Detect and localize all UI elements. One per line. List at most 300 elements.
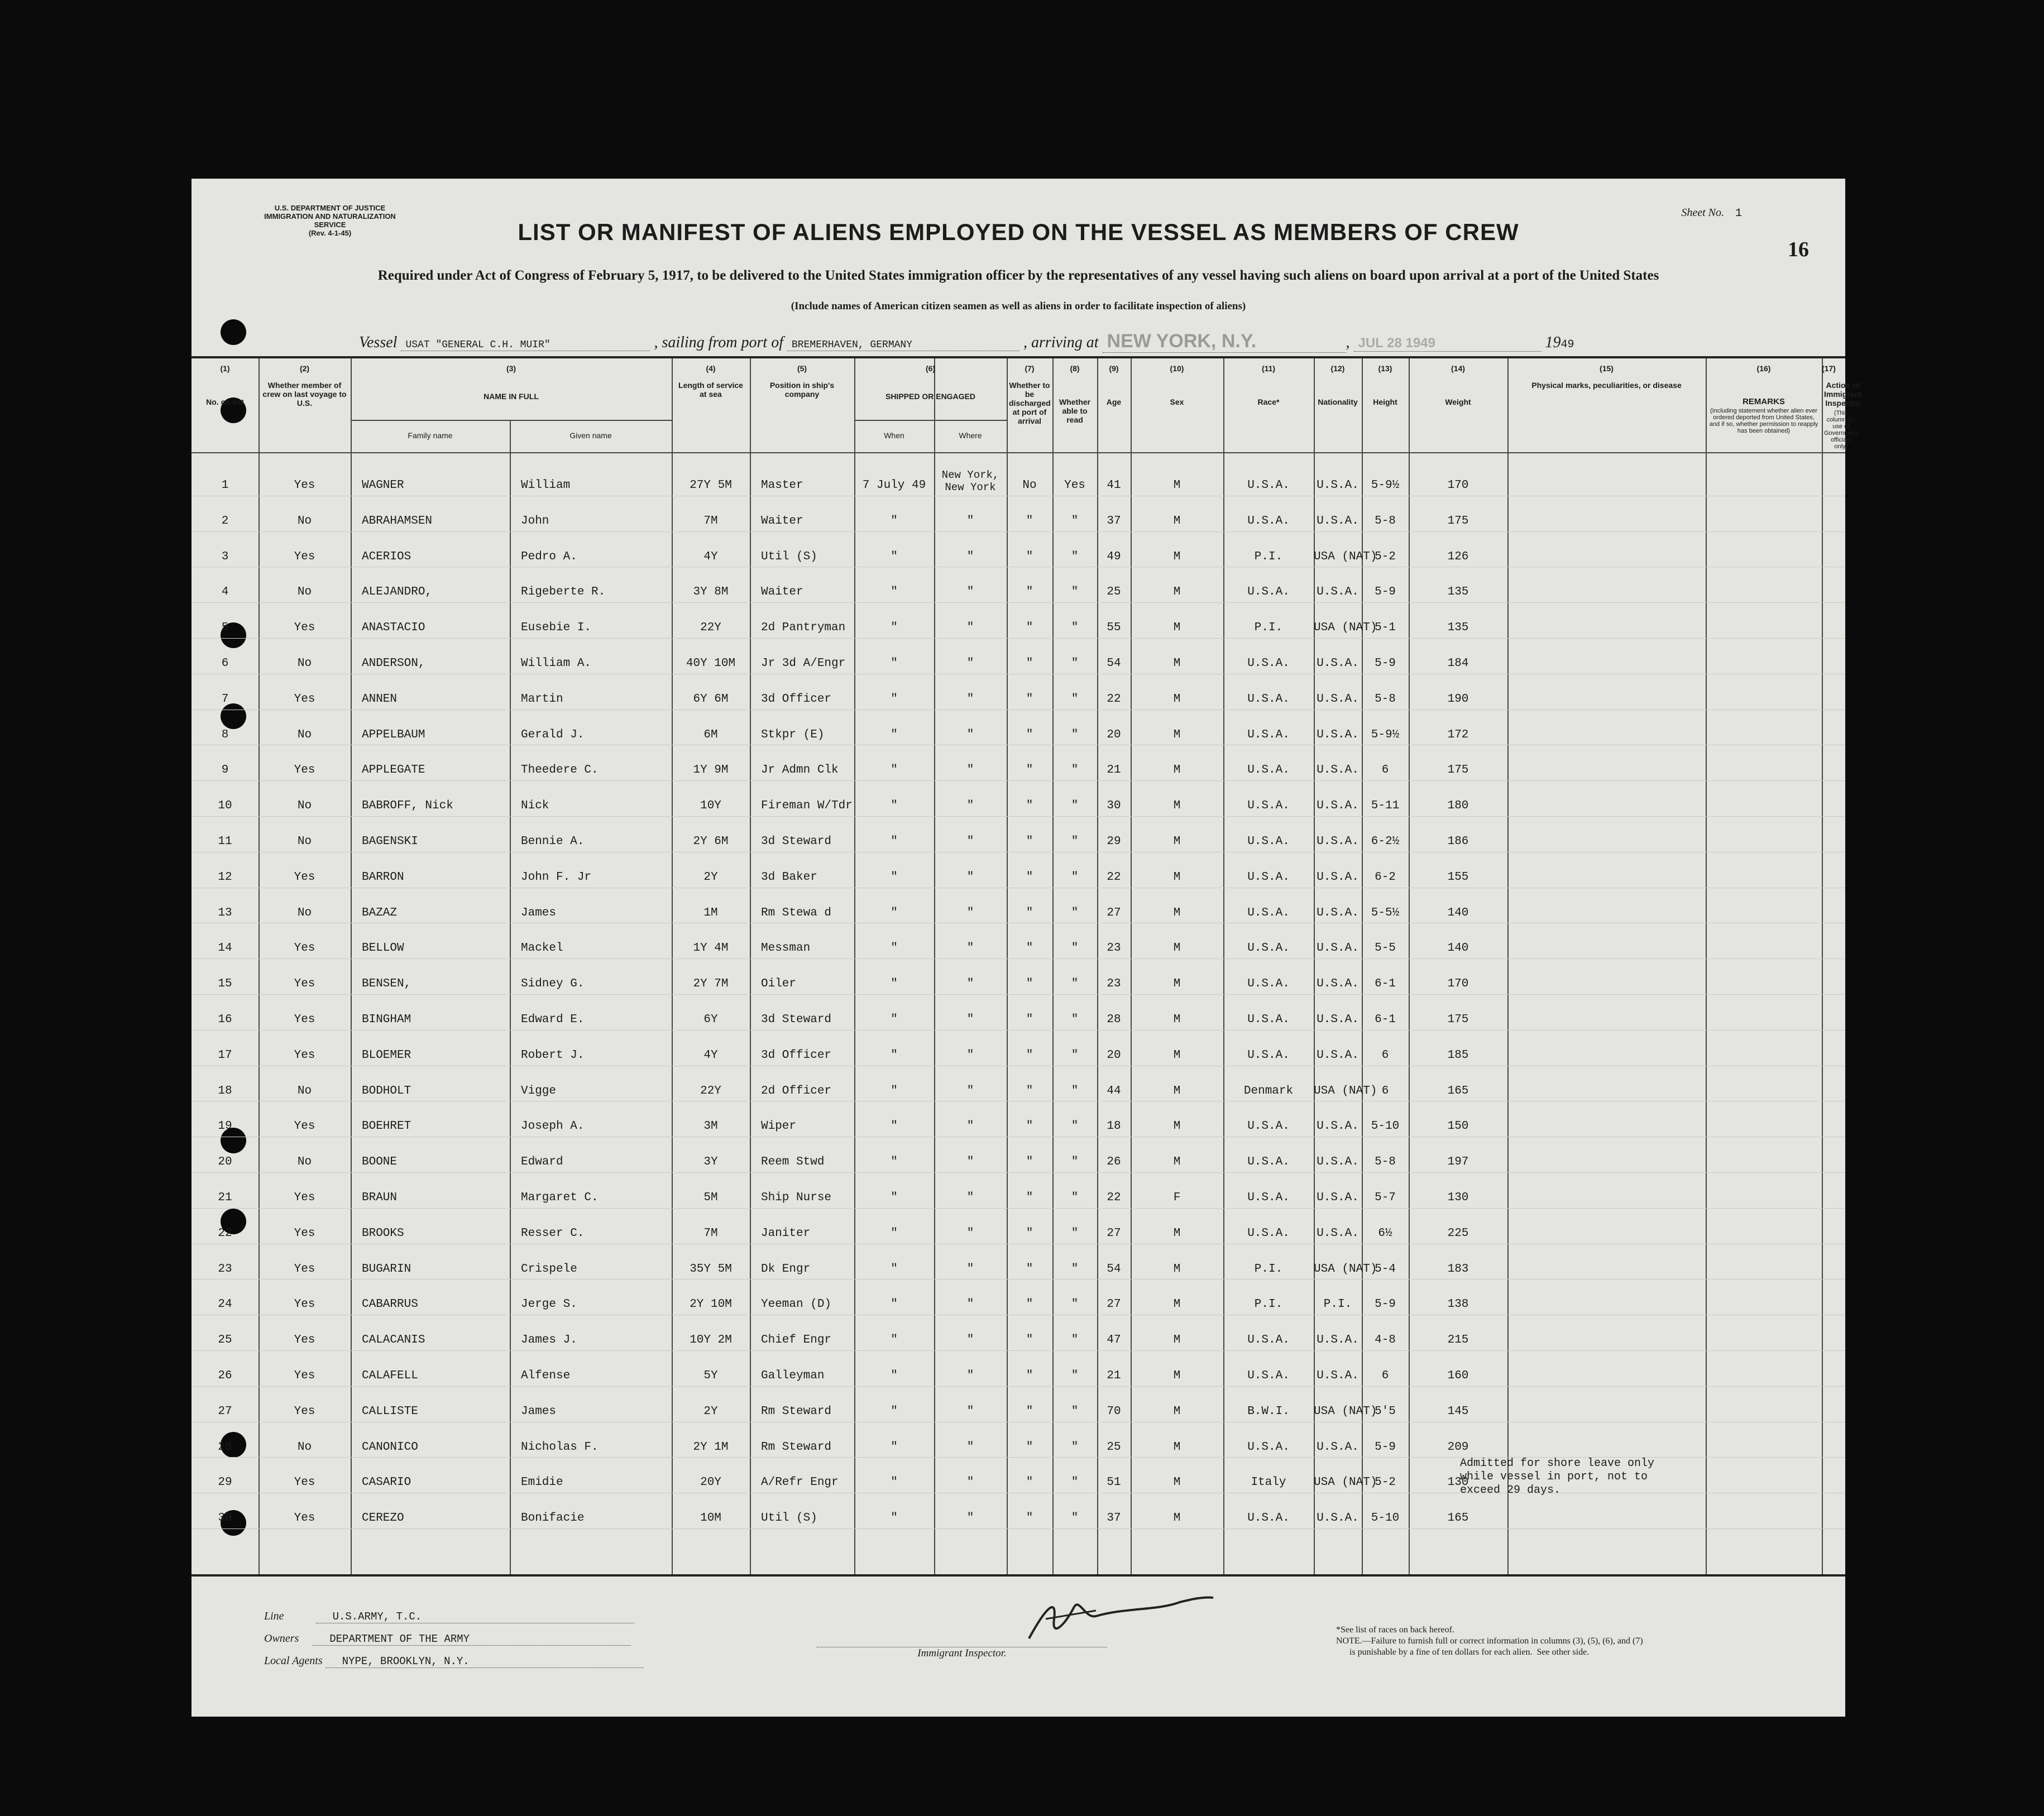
- table-cell: Yes: [294, 692, 315, 706]
- table-cell: ": [1071, 799, 1079, 813]
- table-cell: 28: [218, 1440, 232, 1454]
- table-cell: ": [1071, 906, 1079, 919]
- table-cell: M: [1173, 799, 1181, 813]
- vessel-line: Vessel USAT "GENERAL C.H. MUIR" , sailing from port of BREMERHAVEN, GERMANY , arriving at NEW YORK, N.Y. , JUL 28 1949 1949: [359, 330, 1574, 352]
- table-cell: ": [891, 835, 898, 848]
- table-cell: 6Y: [703, 1013, 718, 1026]
- column-number: (15): [1600, 364, 1614, 373]
- table-cell: U.S.A.: [1247, 1440, 1290, 1454]
- table-cell: Mackel: [521, 942, 563, 955]
- table-cell: 5: [221, 621, 229, 635]
- table-cell: William A.: [521, 657, 592, 670]
- table-cell: M: [1173, 1048, 1181, 1062]
- table-cell: ": [966, 1369, 974, 1382]
- table-cell: ": [891, 1048, 898, 1062]
- table-cell: BLOEMER: [362, 1048, 411, 1062]
- year-value: 49: [1560, 338, 1574, 351]
- table-cell: U.S.A.: [1247, 1369, 1290, 1382]
- sheet-value: 1: [1735, 207, 1742, 220]
- table-cell: Rigeberte R.: [521, 586, 606, 599]
- column-sublabel: Where: [959, 431, 982, 440]
- table-cell: ": [1026, 728, 1033, 741]
- port-to-stamp: NEW YORK, N.Y.: [1103, 330, 1346, 353]
- table-cell: ": [891, 728, 898, 741]
- table-cell: John F. Jr: [521, 870, 592, 884]
- table-cell: ": [966, 1048, 974, 1062]
- table-cell: 190: [1447, 692, 1469, 706]
- table-cell: ": [966, 1226, 974, 1240]
- column-sublabel: (Including statement whether alien ever ordered deported from United States, and if so, whether permission to reapply has been obtained): [1709, 408, 1818, 434]
- table-cell: ": [1026, 799, 1033, 813]
- column-divider: [672, 358, 673, 1574]
- table-cell: No: [297, 906, 312, 919]
- table-cell: Yes: [294, 1226, 315, 1240]
- table-cell: 5-5: [1375, 942, 1396, 955]
- table-cell: 215: [1447, 1334, 1469, 1347]
- table-cell: ": [1071, 586, 1079, 599]
- table-cell: 37: [1107, 1512, 1121, 1525]
- table-cell: ": [891, 1226, 898, 1240]
- table-cell: 18: [1107, 1120, 1121, 1133]
- table-cell: 3d Baker: [761, 870, 817, 884]
- table-cell: M: [1173, 1298, 1181, 1311]
- table-cell: ": [966, 835, 974, 848]
- table-cell: 5-10: [1371, 1512, 1400, 1525]
- table-cell: A/Refr Engr: [761, 1476, 839, 1489]
- column-divider: [1362, 358, 1363, 1574]
- column-divider: [1409, 358, 1410, 1574]
- table-cell: M: [1173, 1512, 1181, 1525]
- table-cell: 5-2: [1375, 550, 1396, 563]
- table-cell: Yes: [294, 550, 315, 563]
- column-number: (8): [1070, 364, 1080, 373]
- table-cell: Nicholas F.: [521, 1440, 599, 1454]
- table-cell: Gerald J.: [521, 728, 585, 741]
- table-cell: ": [966, 942, 974, 955]
- table-cell: 22Y: [700, 1084, 721, 1098]
- table-cell: Joseph A.: [521, 1120, 585, 1133]
- table-cell: 23: [1107, 978, 1121, 991]
- table-cell: 140: [1447, 942, 1469, 955]
- table-cell: M: [1173, 728, 1181, 741]
- table-cell: ": [966, 728, 974, 741]
- row-rule: [192, 780, 1845, 781]
- table-cell: ": [891, 764, 898, 777]
- table-cell: New York, New York: [941, 469, 999, 493]
- table-cell: 5'5: [1375, 1405, 1396, 1418]
- table-cell: U.S.A.: [1317, 764, 1359, 777]
- table-cell: Italy: [1251, 1476, 1286, 1489]
- table-cell: 27: [1107, 1298, 1121, 1311]
- table-cell: U.S.A.: [1247, 1226, 1290, 1240]
- table-cell: James: [521, 1405, 557, 1418]
- table-cell: 6-1: [1375, 978, 1396, 991]
- table-cell: No: [297, 586, 312, 599]
- table-cell: ALEJANDRO,: [362, 586, 433, 599]
- table-cell: ": [891, 1298, 898, 1311]
- table-cell: Bennie A.: [521, 835, 585, 848]
- table-cell: ": [1026, 586, 1033, 599]
- table-cell: Robert J.: [521, 1048, 585, 1062]
- line-value: U.S.ARMY, T.C.: [316, 1611, 634, 1623]
- table-cell: U.S.A.: [1247, 1013, 1290, 1026]
- table-cell: 5-5½: [1371, 906, 1400, 919]
- table-cell: ": [891, 799, 898, 813]
- table-cell: BUGARIN: [362, 1262, 411, 1276]
- table-cell: BOEHRET: [362, 1120, 411, 1133]
- table-cell: BRAUN: [362, 1191, 398, 1204]
- table-cell: No: [297, 835, 312, 848]
- table-cell: 22: [1107, 692, 1121, 706]
- table-cell: 20: [1107, 728, 1121, 741]
- table-cell: Janiter: [761, 1226, 811, 1240]
- table-cell: Wiper: [761, 1120, 797, 1133]
- column-number: (16): [1756, 364, 1771, 373]
- column-label: Whether member of crew on last voyage to U.S.: [262, 381, 347, 408]
- table-cell: 14: [218, 942, 232, 955]
- table-cell: 4Y: [703, 1048, 718, 1062]
- table-cell: James J.: [521, 1334, 577, 1347]
- column-number: (12): [1330, 364, 1345, 373]
- table-cell: 2d Officer: [761, 1084, 832, 1098]
- table-cell: ": [966, 657, 974, 670]
- table-cell: ANASTACIO: [362, 621, 425, 635]
- table-cell: No: [297, 1156, 312, 1169]
- agents-value: NYPE, BROOKLYN, N.Y.: [325, 1655, 644, 1668]
- form-number: (Rev. 4-1-45): [308, 229, 352, 237]
- table-cell: 3d Steward: [761, 835, 832, 848]
- table-cell: U.S.A.: [1247, 514, 1290, 528]
- owners-label: Owners: [264, 1632, 299, 1645]
- table-cell: 10Y 2M: [690, 1334, 732, 1347]
- table-cell: Yes: [1064, 479, 1085, 492]
- table-cell: ": [1026, 1156, 1033, 1169]
- table-cell: ": [1026, 514, 1033, 528]
- table-cell: CEREZO: [362, 1512, 404, 1525]
- table-cell: ": [1071, 1440, 1079, 1454]
- table-cell: ": [1026, 692, 1033, 706]
- page-title: LIST OR MANIFEST OF ALIENS EMPLOYED ON THE VESSEL AS MEMBERS OF CREW: [518, 219, 1519, 245]
- table-cell: Yes: [294, 621, 315, 635]
- table-cell: M: [1173, 1120, 1181, 1133]
- table-cell: No: [1022, 479, 1037, 492]
- table-cell: No: [297, 1440, 312, 1454]
- table-cell: U.S.A.: [1317, 835, 1359, 848]
- column-number: (17): [1822, 364, 1836, 373]
- column-number: (10): [1170, 364, 1184, 373]
- table-cell: ": [966, 1262, 974, 1276]
- table-cell: Messman: [761, 942, 811, 955]
- table-cell: 6: [1381, 1084, 1389, 1098]
- table-cell: CASARIO: [362, 1476, 411, 1489]
- table-cell: U.S.A.: [1317, 1440, 1359, 1454]
- table-cell: M: [1173, 621, 1181, 635]
- table-cell: ": [1071, 942, 1079, 955]
- table-cell: Yes: [294, 1262, 315, 1276]
- table-cell: 22: [1107, 1191, 1121, 1204]
- table-cell: Yes: [294, 1369, 315, 1382]
- table-cell: M: [1173, 1226, 1181, 1240]
- table-cell: 172: [1447, 728, 1469, 741]
- table-cell: U.S.A.: [1317, 1369, 1359, 1382]
- column-divider: [1131, 358, 1132, 1574]
- table-cell: 27Y 5M: [690, 479, 732, 492]
- table-cell: U.S.A.: [1247, 764, 1290, 777]
- column-label: Action of Immigrant Inspector: [1824, 381, 1862, 408]
- table-cell: 4: [221, 586, 229, 599]
- table-cell: U.S.A.: [1317, 799, 1359, 813]
- table-cell: Nick: [521, 799, 549, 813]
- table-cell: 70: [1107, 1405, 1121, 1418]
- table-cell: M: [1173, 1334, 1181, 1347]
- table-cell: ": [966, 978, 974, 991]
- table-cell: ": [966, 692, 974, 706]
- table-cell: 23: [1107, 942, 1121, 955]
- table-cell: 2Y 10M: [690, 1298, 732, 1311]
- table-cell: 135: [1447, 586, 1469, 599]
- table-cell: 6: [221, 657, 229, 670]
- column-label: Race*: [1257, 397, 1280, 406]
- table-cell: U.S.A.: [1247, 799, 1290, 813]
- table-cell: ": [1071, 1013, 1079, 1026]
- table-cell: 26: [1107, 1156, 1121, 1169]
- table-cell: ": [1071, 1476, 1079, 1489]
- table-cell: 22Y: [700, 621, 721, 635]
- table-cell: 6: [1381, 1369, 1389, 1382]
- table-cell: ": [1026, 657, 1033, 670]
- table-cell: 5-10: [1371, 1120, 1400, 1133]
- port-from: BREMERHAVEN, GERMANY: [787, 339, 1019, 351]
- table-cell: 138: [1447, 1298, 1469, 1311]
- table-cell: ": [1071, 621, 1079, 635]
- column-divider: [259, 358, 260, 1574]
- table-cell: 4Y: [703, 550, 718, 563]
- table-cell: 37: [1107, 514, 1121, 528]
- table-cell: 3Y 8M: [693, 586, 729, 599]
- table-cell: BARRON: [362, 870, 404, 884]
- table-cell: 5-11: [1371, 799, 1400, 813]
- table-cell: BINGHAM: [362, 1013, 411, 1026]
- table-cell: BAZAZ: [362, 906, 398, 919]
- table-cell: U.S.A.: [1247, 1334, 1290, 1347]
- table-cell: 21: [218, 1191, 232, 1204]
- table-cell: ": [1071, 1120, 1079, 1133]
- table-cell: 10: [218, 799, 232, 813]
- table-cell: ": [891, 1334, 898, 1347]
- table-cell: BODHOLT: [362, 1084, 411, 1098]
- table-cell: 185: [1447, 1048, 1469, 1062]
- column-sublabel: (This column for use of Government officials only): [1824, 410, 1858, 450]
- table-cell: 1: [221, 479, 229, 492]
- table-cell: ": [1026, 764, 1033, 777]
- table-cell: BOONE: [362, 1156, 398, 1169]
- table-cell: Martin: [521, 692, 563, 706]
- table-cell: U.S.A.: [1247, 479, 1290, 492]
- table-cell: ": [966, 1084, 974, 1098]
- table-cell: 5-1: [1375, 621, 1396, 635]
- table-cell: 5-8: [1375, 692, 1396, 706]
- table-cell: ": [1026, 621, 1033, 635]
- table-cell: Reem Stwd: [761, 1156, 825, 1169]
- table-cell: Emidie: [521, 1476, 563, 1489]
- table-cell: ": [1071, 835, 1079, 848]
- table-cell: ": [966, 870, 974, 884]
- table-cell: M: [1173, 764, 1181, 777]
- column-divider: [854, 358, 855, 1574]
- table-cell: ": [1071, 1405, 1079, 1418]
- table-cell: 41: [1107, 479, 1121, 492]
- table-cell: M: [1173, 1084, 1181, 1098]
- table-cell: 7 July 49: [862, 479, 926, 492]
- table-cell: ": [1071, 1226, 1079, 1240]
- table-cell: 175: [1447, 764, 1469, 777]
- agents-label: Local Agents: [264, 1655, 323, 1667]
- column-label: No. on list: [206, 397, 244, 406]
- subtitle-note: (Include names of American citizen seamen as well as aliens in order to facilitate inspection of aliens): [791, 300, 1246, 312]
- table-cell: U.S.A.: [1247, 978, 1290, 991]
- table-cell: 7M: [703, 1226, 718, 1240]
- table-cell: 225: [1447, 1226, 1469, 1240]
- column-number: (6): [925, 364, 936, 373]
- table-cell: U.S.A.: [1247, 586, 1290, 599]
- table-cell: 8: [221, 728, 229, 741]
- table-cell: Eusebie I.: [521, 621, 592, 635]
- table-cell: U.S.A.: [1247, 870, 1290, 884]
- table-cell: 23: [218, 1262, 232, 1276]
- table-cell: ": [1071, 1262, 1079, 1276]
- table-cell: Crispele: [521, 1262, 577, 1276]
- table-cell: ANDERSON,: [362, 657, 425, 670]
- line-label: Line: [264, 1610, 284, 1622]
- table-cell: Yes: [294, 1191, 315, 1204]
- table-cell: M: [1173, 1476, 1181, 1489]
- footer-note: *See list of races on back hereof. NOTE.—Failure to furnish full or correct information in columns (3), (5), (6), and (7) is punishable by a fine of ten dollars for each alien. See other side.: [1336, 1625, 1643, 1657]
- table-cell: 22: [1107, 870, 1121, 884]
- table-cell: ": [1071, 978, 1079, 991]
- table-cell: 9: [221, 764, 229, 777]
- table-cell: 40Y 10M: [686, 657, 736, 670]
- table-cell: ": [1026, 1262, 1033, 1276]
- table-cell: WAGNER: [362, 479, 404, 492]
- table-cell: P.I.: [1323, 1298, 1352, 1311]
- table-cell: 130: [1447, 1191, 1469, 1204]
- column-divider: [351, 358, 352, 1574]
- table-cell: ": [891, 692, 898, 706]
- table-cell: ": [1026, 1440, 1033, 1454]
- table-cell: Yes: [294, 479, 315, 492]
- table-cell: No: [297, 514, 312, 528]
- table-cell: M: [1173, 514, 1181, 528]
- table-cell: ": [966, 1512, 974, 1525]
- table-cell: U.S.A.: [1317, 1156, 1359, 1169]
- table-cell: Yes: [294, 870, 315, 884]
- table-cell: ": [1026, 1405, 1033, 1418]
- table-cell: M: [1173, 550, 1181, 563]
- table-cell: U.S.A.: [1317, 906, 1359, 919]
- form-dept: U.S. DEPARTMENT OF JUSTICE: [274, 204, 386, 212]
- table-cell: 3Y: [703, 1156, 718, 1169]
- table-cell: M: [1173, 1405, 1181, 1418]
- table-cell: CALLISTE: [362, 1405, 418, 1418]
- table-cell: Bonifacie: [521, 1512, 585, 1525]
- table-cell: Ship Nurse: [761, 1191, 832, 1204]
- table-cell: Galleyman: [761, 1369, 825, 1382]
- table-cell: Margaret C.: [521, 1191, 599, 1204]
- table-cell: Util (S): [761, 1512, 817, 1525]
- column-divider: [1007, 358, 1008, 1574]
- table-cell: Jr 3d A/Engr: [761, 657, 846, 670]
- table-cell: M: [1173, 1156, 1181, 1169]
- column-number: (7): [1025, 364, 1035, 373]
- table-cell: M: [1173, 1013, 1181, 1026]
- table-cell: M: [1173, 906, 1181, 919]
- table-cell: ABRAHAMSEN: [362, 514, 433, 528]
- row-rule: [192, 1208, 1845, 1209]
- row-rule: [192, 1386, 1845, 1387]
- table-cell: CALAFELL: [362, 1369, 418, 1382]
- table-cell: 49: [1107, 550, 1121, 563]
- table-cell: U.S.A.: [1317, 1226, 1359, 1240]
- table-cell: 13: [218, 906, 232, 919]
- table-cell: 3: [221, 550, 229, 563]
- table-cell: 5M: [703, 1191, 718, 1204]
- column-label: NAME IN FULL: [484, 392, 539, 401]
- table-cell: ": [1071, 1084, 1079, 1098]
- table-cell: 54: [1107, 1262, 1121, 1276]
- table-cell: Jr Admn Clk: [761, 764, 839, 777]
- table-cell: 1M: [703, 906, 718, 919]
- table-cell: U.S.A.: [1317, 1120, 1359, 1133]
- table-cell: U.S.A.: [1317, 657, 1359, 670]
- table-cell: U.S.A.: [1317, 514, 1359, 528]
- table-cell: 6Y 6M: [693, 692, 729, 706]
- table-cell: ": [1071, 514, 1079, 528]
- table-cell: Jerge S.: [521, 1298, 577, 1311]
- table-cell: ": [891, 978, 898, 991]
- row-rule: [192, 638, 1845, 639]
- table-cell: 10M: [700, 1512, 721, 1525]
- table-cell: ": [966, 1191, 974, 1204]
- table-cell: P.I.: [1254, 550, 1283, 563]
- table-cell: BENSEN,: [362, 978, 411, 991]
- table-cell: ": [966, 621, 974, 635]
- table-cell: Edward: [521, 1156, 563, 1169]
- table-cell: ": [966, 1476, 974, 1489]
- table-cell: ": [891, 1405, 898, 1418]
- table-cell: ": [1026, 1013, 1033, 1026]
- table-cell: U.S.A.: [1317, 586, 1359, 599]
- table-cell: CABARRUS: [362, 1298, 418, 1311]
- table-cell: 150: [1447, 1120, 1469, 1133]
- table-cell: ": [1071, 1512, 1079, 1525]
- column-number: (1): [220, 364, 230, 373]
- table-cell: ": [891, 514, 898, 528]
- sailing-label: , sailing from port of: [654, 334, 783, 351]
- table-cell: ": [966, 906, 974, 919]
- inspector-label: Immigrant Inspector.: [817, 1647, 1107, 1660]
- table-cell: ": [966, 586, 974, 599]
- table-cell: 3d Officer: [761, 692, 832, 706]
- table-cell: 1Y 4M: [693, 942, 729, 955]
- table-cell: No: [297, 657, 312, 670]
- column-label: Sex: [1170, 397, 1184, 406]
- table-cell: ": [891, 1512, 898, 1525]
- row-rule: [192, 1350, 1845, 1351]
- column-number: (3): [506, 364, 516, 373]
- table-cell: Util (S): [761, 550, 817, 563]
- table-cell: 55: [1107, 621, 1121, 635]
- table-cell: ": [1026, 1334, 1033, 1347]
